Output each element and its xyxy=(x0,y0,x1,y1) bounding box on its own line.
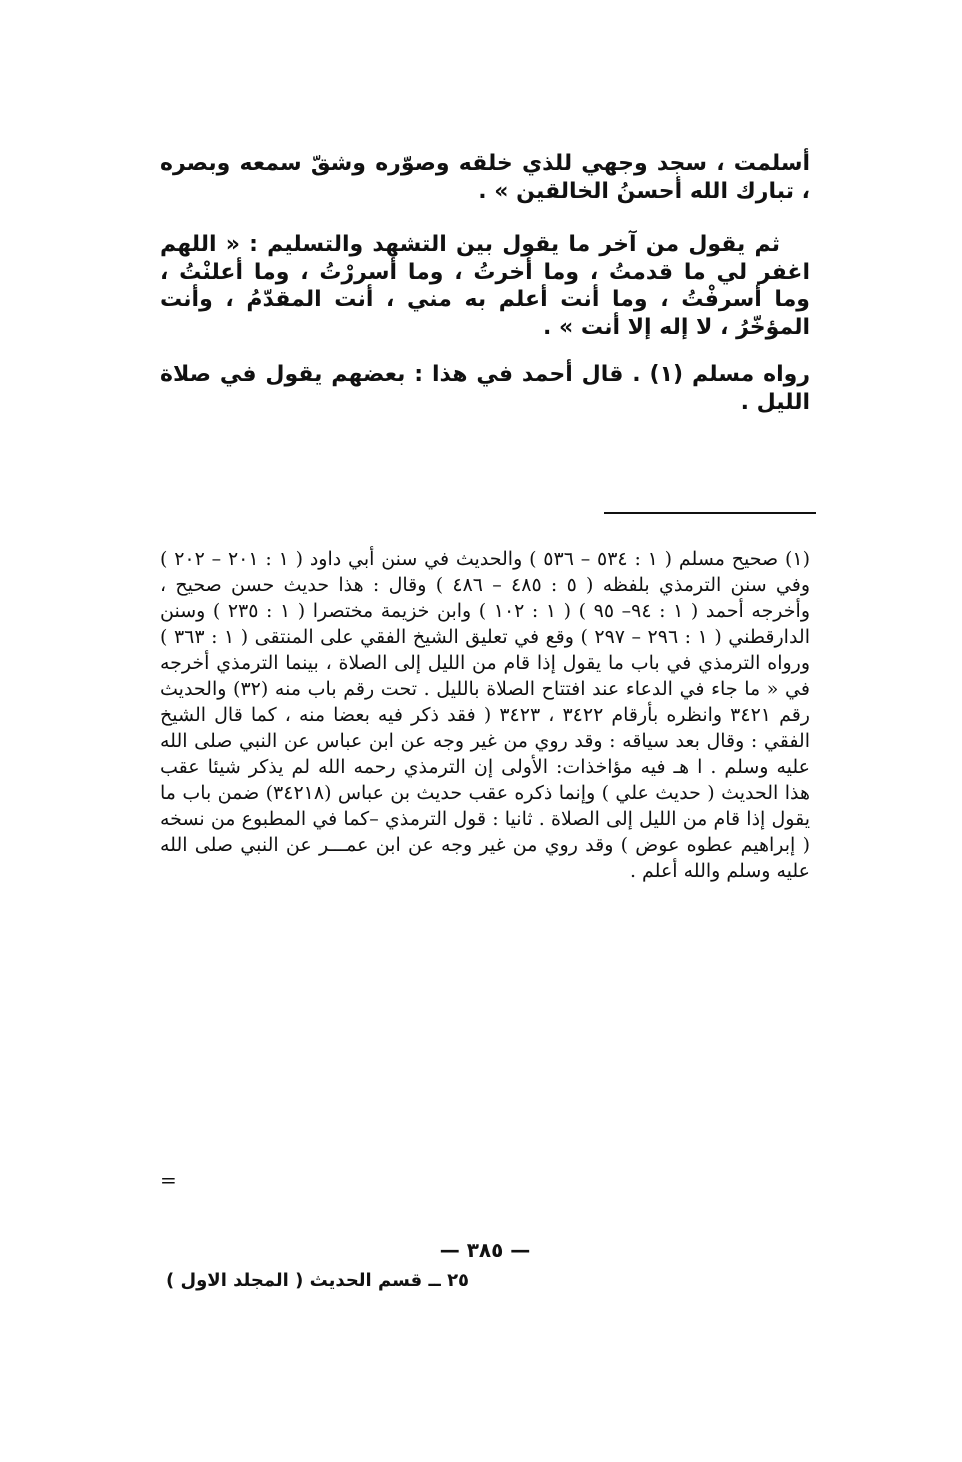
paragraph-3: رواه مسلم (١) . قال أحمد في هذا : بعضهم يقول في صلاة الليل . xyxy=(160,362,810,415)
print-signature: ٢٥ ــ قسم الحديث ( المجلد الاول ) xyxy=(166,1270,470,1291)
footnote-text: (١) صحيح مسلم ( ١ : ٥٣٤ – ٥٣٦ ) والحديث في سنن أبي داود ( ١ : ٢٠١ – ٢٠٢ ) وفي سنن الترمذي بلفظه ( ٥ : ٤٨٥ – ٤٨٦ ) وقال : هذا حديث حسن صحيح ، وأخرجه أحمد ( ١ : ٩٤– ٩٥ ) ( ١ : ١٠٢ ) وابن خزيمة مختصرا ( ١ : ٢٣٥ ) وسنن الدارقطني ( ١ : ٢٩٦ – ٢٩٧ ) وقع في تعليق الشيخ الفقي على المنتقى ( ١ : ٣٦٣ ) ورواه الترمذي في باب ما يقول إذا قام من الليل إلى الصلاة ، بينما الترمذي أخرجه في « ما جاء في الدعاء عند افتتاح الصلاة بالليل . تحت رقم باب منه (٣٢) والحديث رقم ٣٤٢١ وانظره بأرقام ٣٤٢٢ ، ٣٤٢٣ ( فقد ذكر فيه بعضا منه ، كما قال الشيخ الفقي : وقال بعد سياقه : وقد روي من غير وجه عن ابن عباس عن النبي صلى الله عليه وسلم . ا هـ فيه مؤاخذات: الأولى إن الترمذي رحمه الله لم يذكر شيئا عقب هذا الحديث ( حديث علي ) وإنما ذكره عقب حديث بن عباس (٣٤٢١٨) ضمن باب ما يقول إذا قام من الليل إلى الصلاة . ثانيا : قول الترمذي –كما في المطبوع من نسخه ( إبراهيم عطوه عوض ) وقد روي من غير وجه عن ابن عمـــر عن النبي صلى الله عليه وسلم والله أعلم . xyxy=(160,548,811,883)
page-number: — ٣٨٥ — xyxy=(439,1238,531,1262)
footnote-separator xyxy=(604,512,816,514)
paragraph-1: أسلمت ، سجد وجهي للذي خلقه وصوّره وشقّ سمعه وبصره ، تبارك الله أحسنُ الخالقين » . xyxy=(160,151,810,204)
footnote-continuation-mark: = xyxy=(160,1168,177,1192)
main-text xyxy=(160,150,810,416)
paragraph-2: ثم يقول من آخر ما يقول بين التشهد والتسليم : « اللهم اغفر لي ما قدمتُ ، وما أخرتُ ، وما أسررْتُ ، وما أعلنْتُ ، وما أسرفْتُ ، وما أنت أعلم به مني ، أنت المقدّمُ ، وأنت المؤخّرُ ، لا إله إلا أنت » . xyxy=(160,232,810,340)
